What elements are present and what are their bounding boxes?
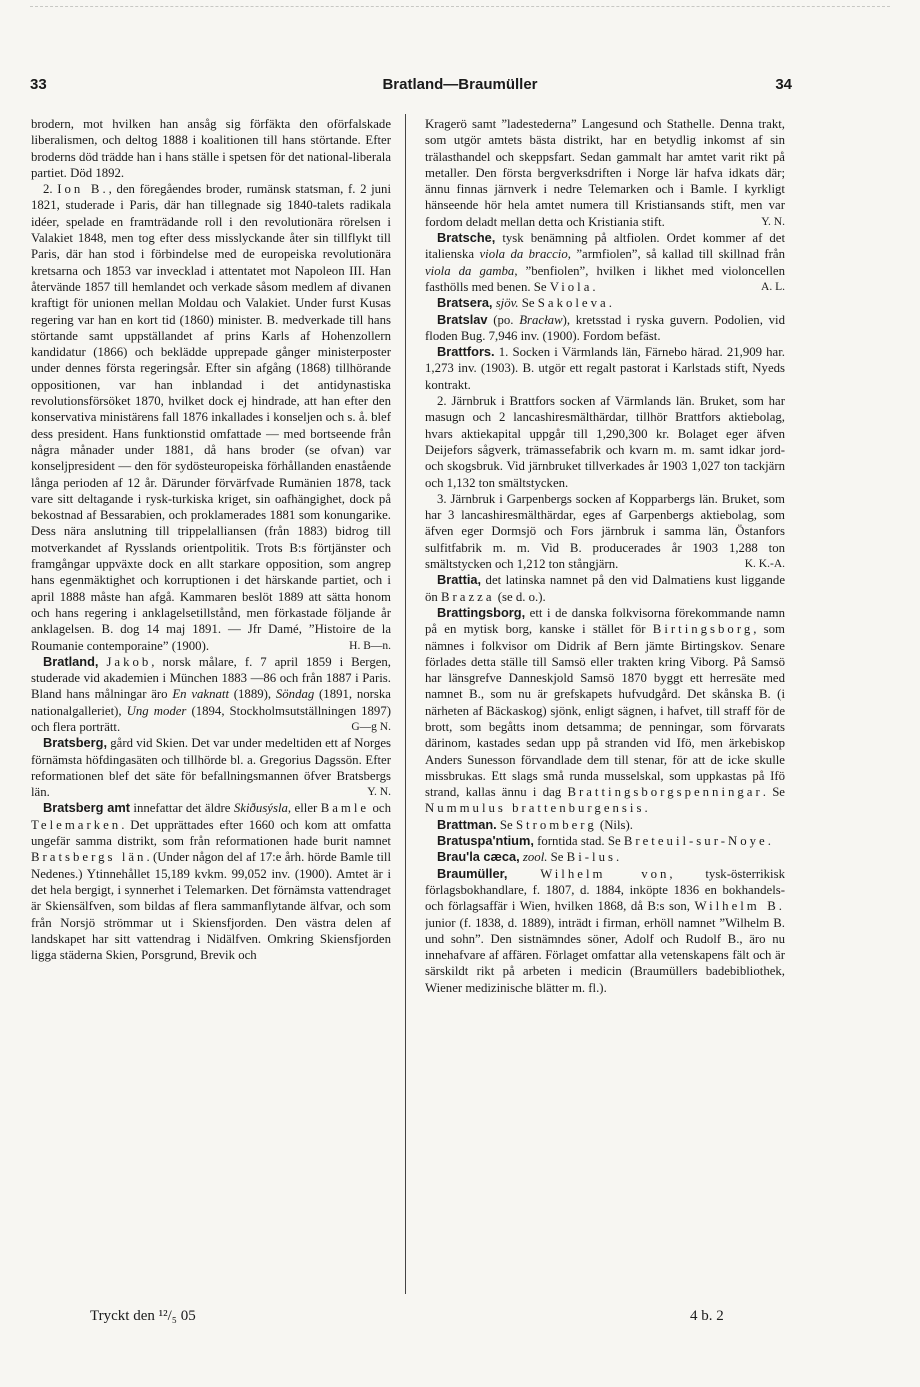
left-column (31, 116, 391, 1292)
entry-continuation: brodern, mot hvilken han ansåg sig förfäkta den oförfalskade liberalismen, och deltog 1888 i koalitionen till hans störtande. Efter broderns död trädde han i hans ställe i spetsen för det national-liberala partiet. Död 1892. (31, 117, 391, 180)
entry-brattman: Brattman. Se Stromberg (Nils). (437, 816, 633, 832)
author-signature: H. B—n. (349, 639, 391, 652)
author-signature: G—g N. (351, 720, 391, 733)
running-head: Bratland—Braumüller (382, 76, 538, 93)
right-column (425, 116, 785, 1292)
entry-bratsberg: Bratsberg, gård vid Skien. Det var under medeltiden ett af Norges förnämsta höfdingasäten och tillhörde bl. a. Gregorius Dagssön. Efter reformationen blef det säte för befallningsmannen öfver Bratsbergs län. Y. N. (31, 735, 391, 800)
entry-brattfors-2: 2. Järnbruk i Brattfors socken af Värmlands län. Bruket, som har masugn och 2 lancashiresmälthärdar, tillhör Brattfors aktiebolag, hvars aktiekapital uppgår till 1,290,300 kr. Bolaget eger äfven Deijefors sågverk, trämassefabrik och kvarn m. m. samt idkar jord- och skogsbruk. Vid järnbruket tillverkades år 1903 1,027 ton tackjärn och 1,132 ton smältstycken. (425, 394, 785, 490)
entry-bratuspantium: Bratuspa'ntium, forntida stad. Se Breteuil-sur-Noye. (437, 833, 771, 849)
entry-continuation-amt: Kragerö samt ”ladestederna” Langesund och Stathelle. Denna trakt, som utgör amtets bästa distrikt, har en betydlig inkomst af sin trälasthandel och skeppsfart. Sedan gammalt har amtet varit rikt på metaller. Den första bergverksdriften i Norge lär hafva idkats där; ännu finnas järnverk i nedre Telemarken och i Bamle. I kyrkligt hänseende hör hela amtet numera till Kristiansands stift, men var fordom deladt mellan detta och Kristiania stift. Y. N. (425, 117, 785, 229)
page-number-left: 33 (30, 76, 47, 93)
entry-bratsera: Bratsera, sjöv. Se Sakoleva. (437, 295, 612, 311)
entry-bratslav: Bratslav (po. Bracław), kretsstad i ryska guvern. Podolien, vid floden Bug. 7,946 inv. (1900). Fordom befäst. (425, 311, 785, 343)
top-edge-rule (30, 6, 890, 7)
print-date: Tryckt den ¹²/₅ 05 (90, 1308, 196, 1324)
column-divider (405, 114, 406, 1294)
entry-ion-bratianu: 2. Ion B., den föregåendes broder, rumänsk statsman, f. 2 juni 1821, studerade i Paris, där han tillegnade sig 1840-talets radikala idéer, spelade en framträdande roll i den revolutionära rörelsen i Valakiet 1848, men tog efter dess misslyckande åter sin tillflykt till Paris, där han stod i förbindelse med de europeiska revolutionära kretsarna och 1853 var invecklad i attentatet mot Napoleon III. Han återvände 1857 till hemlandet och verkade såsom medlem af divanen kraftigt för unionen mellan Moldau och Valakiet. Under furst Kusas regering var han en kort tid (1860) minister. B. medverkade till hans störtande samt uppställandet af prins Karls af Hohenzollern kandidatur (1866) och beklädde upprepade gånger ministerposter under dennes första regeringsår. Efter sin afgång (1868) tillhörande oppositionen, var han inblandad i det antidynastiska revolutionsförsöket 1870, hvilket dock ej hindrade, att han efter den konservativa ministärens fall 1876 inkallades i konseljen och s. å. blef dess president. Hans funktionstid omfattade — med bortseende från några månader under 1881, då hans broder (se ofvan) var konseljpresident — den för sydösteuropeiska förhållanden enastående långa perioden af 12 år. Därunder förvärfvade Rumänien 1878, tack vare sitt deltagande i rysk-turkiska kriget, sin oafhängighet, dock på bekostnad af Bessarabien, och proklamerades 1881 som konungarike. Dess nära anslutning till trippelalliansen (från 1883) bidrog till motverkandet af Rysslands orientpolitik. Trots B:s förtjänster och framgångar uppväxte dock en allt starkare opposition, som angrep hans egenmäktighet och korruptionen i det härskande partiet, och i april 1888 måste han afgå. Kammaren beslöt 1889 att sätta honom och hans regering i anklagelsetillstånd, men förkastade följande år anklagelsen. B. dog 14 maj 1891. — Jfr Damé, ”Histoire de la Roumanie contemporaine” (1900). H. B—n. (31, 182, 391, 653)
entry-braula: Brau'la cæca, zool. Se Bi-lus. (437, 849, 620, 865)
entry-bratsberg-amt: Bratsberg amt innefattar det äldre Skiðusýsla, eller Bamle och Telemarken. Det upprättades efter 1660 och kom att omfatta ungefär samma distrikt, som från reformationen hade burit namnet Bratsbergs län. (Under någon del af 17:e årh. hörde Bamle till Nedenes.) Ytinnehållet 15,189 kvkm. 99,052 inv. (1900). Amtet är i det hela bergigt, i synnerhet i Telemarken. Det förnämsta vattendraget är Skiensälfven, som bildas af flera sammanflytande älfvar, och som från Norsjö strömmar ut i Skiensfjorden. Den västra delen af landskapet har sitt vattendrag i Nidälfven. Omkring Skiensfjorden ligga städerna Skien, Porsgrund, Brevik och (31, 800, 391, 963)
author-signature: Y. N. (761, 215, 785, 228)
author-signature: K. K.-A. (744, 558, 785, 571)
entry-braumuller: Braumüller, Wilhelm von, tysk-österrikisk förlagsbokhandlare, f. 1807, d. 1884, inköpte 1836 en bokhandels- och förlagsaffär i Wien, hvilken 1868, då B:s son, Wilhelm B. junior (f. 1838, d. 1889), inträdt i firman, erhöll namnet ”Wilhelm B. und sohn”. Den sistnämndes söner, Adolf och Rudolf B., äro nu innehafvare af affären. Förlaget omfattar alla vetenskapens fält och är särskildt rikt på arbeten i medicin (Braumüllers badebibliothek, Wiener medizinische blätter m. fl.). (425, 865, 785, 995)
entry-bratsche: Bratsche, tysk benämning på altfiolen. Ordet kommer af det italienska viola da braccio, ”armfiolen”, så kallad till skillnad från viola da gamba, ”benfiolen”, hvilken i likhet med violoncellen fasthölls med benen. Se Viola. A. L. (425, 230, 785, 294)
sheet-signature: 4 b. 2 (690, 1308, 724, 1324)
entry-brattfors: Brattfors. 1. Socken i Värmlands län, Färnebo härad. 21,909 har. 1,273 inv. (1903). B. utgör ett regalt pastorat i Karlstads stift, Nyeds kontrakt. (425, 344, 785, 392)
entry-brattfors-3: 3. Järnbruk i Garpenbergs socken af Kopparbergs län. Bruket, som har 3 lancashiresmälthärdar, eges af Garpenbergs aktiebolag, som äfven eger Dormsjö och Fors järnbruk i samma län, Östanfors sulfitfabrik m. m. Vid B. producerades år 1903 1,288 ton smältstycken och 1,212 ton stångjärn. K. K.-A. (425, 491, 785, 572)
entry-brattia: Brattia, det latinska namnet på den vid Dalmatiens kust liggande ön Brazza (se d. o.). (425, 572, 785, 604)
author-signature: Y. N. (367, 786, 391, 799)
entry-bratland: Bratland, Jakob, norsk målare, f. 7 april 1859 i Bergen, studerade vid akademien i München 1883 —86 och från 1887 i Paris. Bland hans målningar äro En vaknatt (1889), Söndag (1891, norska nationalgalleriet), Ung moder (1894, Stockholmsutställningen 1897) och flera porträtt. G—g N. (31, 653, 391, 734)
page-number-right: 34 (775, 76, 792, 93)
author-signature: A. L. (761, 280, 785, 293)
entry-brattingsborg: Brattingsborg, ett i de danska folkvisorna förekommande namn på en mytisk borg, kanske i stället för Birtingsborg, som nämnes i folkvisor om Didrik af Bern jämte Birtingskov. Senare förlades detta ställe till Samsö eller trakten kring Viborg. På Samsö har länsgrefve Danneskjold Samsö 1870 byggt ett herresäte med namnet B., som nu är grefskapets hufvudgård. Det skånska B. (i närheten af Bäckaskog) sjönk, enligt sägnen, i hafvet, till straff för de brott, som begåtts inom detsamma; de penningar, som förvarats därinom, kastades sedan upp på stranden vid Ifö, men ärkebiskop Anders Sunesson förvandlade dem till stenar, för att de icke skulle missbrukas. Ett slags små runda musselskal, som uppkastas på Ifö strand, kallas ännu i dag Brattingsborgspenningar. Se Nummulus brattenburgensis. (425, 604, 785, 816)
